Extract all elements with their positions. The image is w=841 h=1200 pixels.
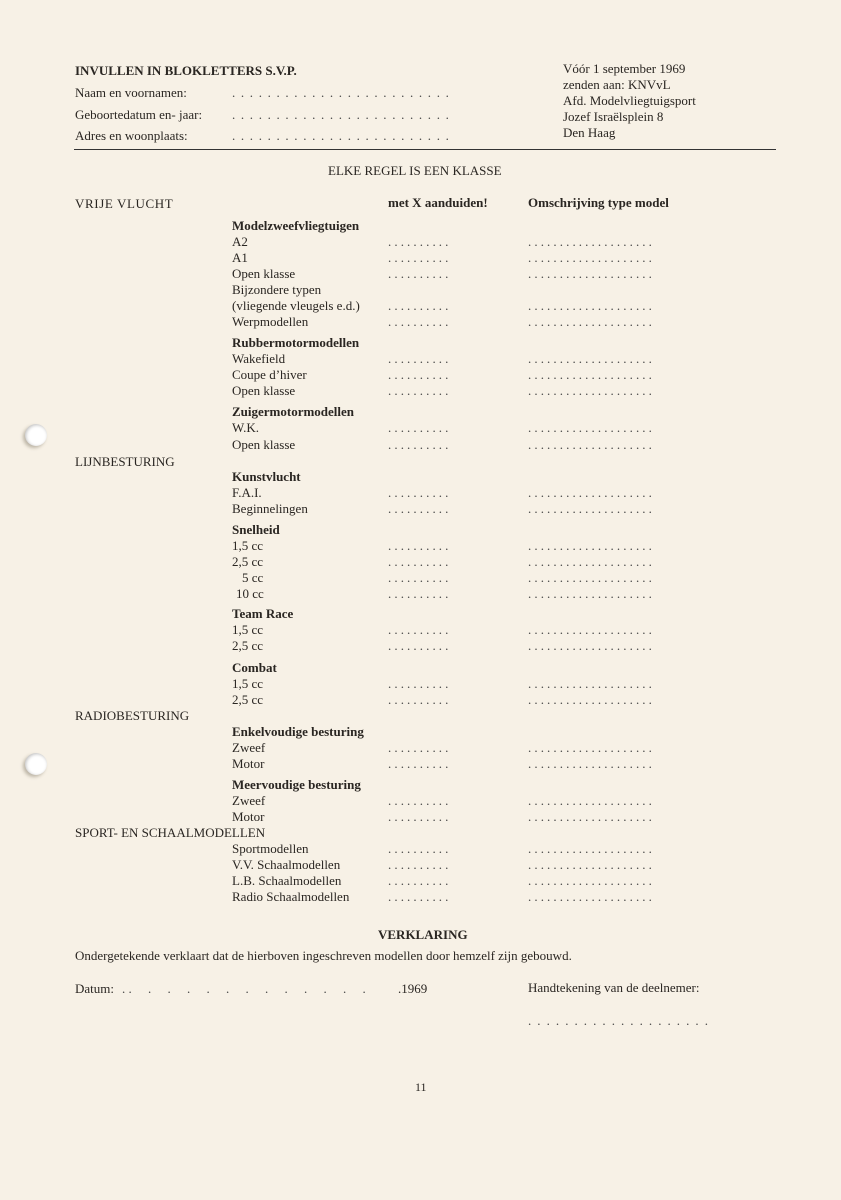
description-field[interactable]: .................... — [528, 809, 655, 824]
mark-field[interactable]: .......... — [388, 234, 452, 249]
mark-field[interactable]: .......... — [388, 538, 452, 553]
birthdate-field-dots[interactable]: . . . . . . . . . . . . . . . . . . . . . . . . . — [232, 107, 451, 122]
class-label: Open klasse — [232, 383, 296, 398]
page-number: 11 — [415, 1080, 427, 1094]
mark-field[interactable]: .......... — [388, 314, 452, 329]
class-label: A2 — [232, 234, 248, 249]
mark-field[interactable]: .......... — [388, 501, 452, 516]
mark-field[interactable]: .......... — [388, 570, 452, 585]
class-label: (vliegende vleugels e.d.) — [232, 298, 360, 313]
name-field-dots[interactable]: . . . . . . . . . . . . . . . . . . . . . . . . . — [232, 85, 451, 100]
class-label: 1,5 cc — [232, 622, 264, 637]
class-label: 2,5 cc — [232, 554, 264, 569]
class-label: 1,5 cc — [232, 676, 264, 691]
punch-hole-bottom — [25, 753, 47, 775]
class-label: V.V. Schaalmodellen — [232, 857, 341, 872]
class-label: Open klasse — [232, 266, 296, 281]
mark-field[interactable]: .......... — [388, 351, 452, 366]
class-label: F.A.I. — [232, 485, 262, 500]
class-label: 2,5 cc — [232, 638, 264, 653]
mark-field[interactable]: .......... — [388, 367, 452, 382]
class-label: Bijzondere typen — [232, 282, 322, 297]
description-field[interactable]: .................... — [528, 756, 655, 771]
description-field[interactable]: .................... — [528, 857, 655, 872]
description-field[interactable]: .................... — [528, 501, 655, 516]
date-field[interactable]: . . . . . . . . . . . . . . — [122, 981, 366, 996]
class-label: Zweef — [232, 793, 266, 808]
form-title: ELKE REGEL IS EEN KLASSE — [328, 163, 502, 178]
birthdate-field-label: Geboortedatum en- jaar: — [75, 107, 203, 122]
class-label: Motor — [232, 756, 265, 771]
mark-field[interactable]: .......... — [388, 485, 452, 500]
class-label: 5 cc — [242, 570, 264, 585]
group-heading-team-race: Team Race — [232, 606, 294, 621]
instruction-heading: INVULLEN IN BLOKLETTERS S.V.P. — [75, 63, 297, 78]
mark-field[interactable]: .......... — [388, 586, 452, 601]
mark-field[interactable]: .......... — [388, 250, 452, 265]
mark-field[interactable]: .......... — [388, 622, 452, 637]
description-field[interactable]: .................... — [528, 538, 655, 553]
group-heading-snelheid: Snelheid — [232, 522, 280, 537]
class-label: L.B. Schaalmodellen — [232, 873, 342, 888]
class-label: A1 — [232, 250, 248, 265]
mark-field[interactable]: .......... — [388, 841, 452, 856]
declaration-text: Ondergetekende verklaart dat de hierboven ingeschreven modellen door hemzelf zijn gebouwd. — [75, 948, 572, 963]
description-field[interactable]: .................... — [528, 437, 655, 452]
declaration-title: VERKLARING — [378, 927, 468, 942]
punch-hole-top — [25, 424, 47, 446]
send-address-line-4: Jozef Israëlsplein 8 — [563, 109, 664, 124]
group-heading-rubbermotormodellen: Rubbermotormodellen — [232, 335, 360, 350]
mark-field[interactable]: .......... — [388, 420, 452, 435]
description-field[interactable]: .................... — [528, 383, 655, 398]
description-field[interactable]: .................... — [528, 638, 655, 653]
description-field[interactable]: .................... — [528, 793, 655, 808]
description-field[interactable]: .................... — [528, 692, 655, 707]
class-label: 1,5 cc — [232, 538, 264, 553]
class-label: Motor — [232, 809, 265, 824]
send-address-line-5: Den Haag — [563, 125, 616, 140]
class-label: Wakefield — [232, 351, 286, 366]
class-label: 2,5 cc — [232, 692, 264, 707]
group-heading-modelzweefvliegtuigen: Modelzweefvliegtuigen — [232, 218, 360, 233]
section-sport-schaalmodellen: SPORT- EN SCHAALMODELLEN — [75, 825, 266, 840]
signature-field[interactable]: . . . . . . . . . . . . . . . . . . . . — [528, 1013, 710, 1028]
description-field[interactable]: .................... — [528, 314, 655, 329]
description-field[interactable]: .................... — [528, 570, 655, 585]
description-field[interactable]: .................... — [528, 420, 655, 435]
mark-field[interactable]: .......... — [388, 266, 452, 281]
date-label: Datum: — [75, 981, 114, 996]
address-field-dots[interactable]: . . . . . . . . . . . . . . . . . . . . . . . . . — [232, 128, 451, 143]
signature-label: Handtekening van de deelnemer: — [528, 980, 700, 995]
group-heading-meervoudige-besturing: Meervoudige besturing — [232, 777, 361, 792]
group-heading-combat: Combat — [232, 660, 277, 675]
description-field[interactable]: .................... — [528, 740, 655, 755]
header-divider — [74, 149, 776, 150]
mark-field[interactable]: .......... — [388, 638, 452, 653]
description-field[interactable]: .................... — [528, 873, 655, 888]
mark-field[interactable]: .......... — [388, 692, 452, 707]
group-heading-enkelvoudige-besturing: Enkelvoudige besturing — [232, 724, 364, 739]
class-label: W.K. — [232, 420, 259, 435]
mark-field[interactable]: .......... — [388, 857, 452, 872]
class-label: Radio Schaalmodellen — [232, 889, 350, 904]
mark-field[interactable]: .......... — [388, 809, 452, 824]
class-label: Beginnelingen — [232, 501, 308, 516]
section-vrije-vlucht: VRIJE VLUCHT — [75, 196, 174, 211]
column-header-description: Omschrijving type model — [528, 195, 669, 210]
address-field-label: Adres en woonplaats: — [75, 128, 188, 143]
send-address-line-1: Vóór 1 september 1969 — [563, 61, 686, 76]
description-field[interactable]: .................... — [528, 234, 655, 249]
section-radiobesturing: RADIOBESTURING — [75, 708, 190, 723]
class-label: Sportmodellen — [232, 841, 309, 856]
description-field[interactable]: .................... — [528, 351, 655, 366]
mark-field[interactable]: .......... — [388, 793, 452, 808]
description-field[interactable]: .................... — [528, 485, 655, 500]
mark-field[interactable]: .......... — [388, 756, 452, 771]
date-year: .1969 — [398, 981, 428, 996]
description-field[interactable]: .................... — [528, 889, 655, 904]
description-field[interactable]: .................... — [528, 586, 655, 601]
mark-field[interactable]: .......... — [388, 298, 452, 313]
class-label: Open klasse — [232, 437, 296, 452]
description-field[interactable]: .................... — [528, 298, 655, 313]
send-address-line-2: zenden aan: KNVvL — [563, 77, 671, 92]
description-field[interactable]: .................... — [528, 554, 655, 569]
description-field[interactable]: .................... — [528, 622, 655, 637]
description-field[interactable]: .................... — [528, 266, 655, 281]
name-field-label: Naam en voornamen: — [75, 85, 187, 100]
mark-field[interactable]: .......... — [388, 740, 452, 755]
description-field[interactable]: .................... — [528, 367, 655, 382]
mark-field[interactable]: .......... — [388, 676, 452, 691]
mark-field[interactable]: .......... — [388, 437, 452, 452]
description-field[interactable]: .................... — [528, 841, 655, 856]
class-label: Werpmodellen — [232, 314, 309, 329]
class-label: 10 cc — [236, 586, 264, 601]
section-lijnbesturing: LIJNBESTURING — [75, 454, 175, 469]
description-field[interactable]: .................... — [528, 676, 655, 691]
group-heading-kunstvlucht: Kunstvlucht — [232, 469, 301, 484]
mark-field[interactable]: .......... — [388, 383, 452, 398]
class-label: Zweef — [232, 740, 266, 755]
mark-field[interactable]: .......... — [388, 889, 452, 904]
description-field[interactable]: .................... — [528, 250, 655, 265]
mark-field[interactable]: .......... — [388, 873, 452, 888]
group-heading-zuigermotormodellen: Zuigermotormodellen — [232, 404, 355, 419]
class-label: Coupe d’hiver — [232, 367, 307, 382]
column-header-mark: met X aanduiden! — [388, 195, 488, 210]
send-address-line-3: Afd. Modelvliegtuigsport — [563, 93, 696, 108]
mark-field[interactable]: .......... — [388, 554, 452, 569]
